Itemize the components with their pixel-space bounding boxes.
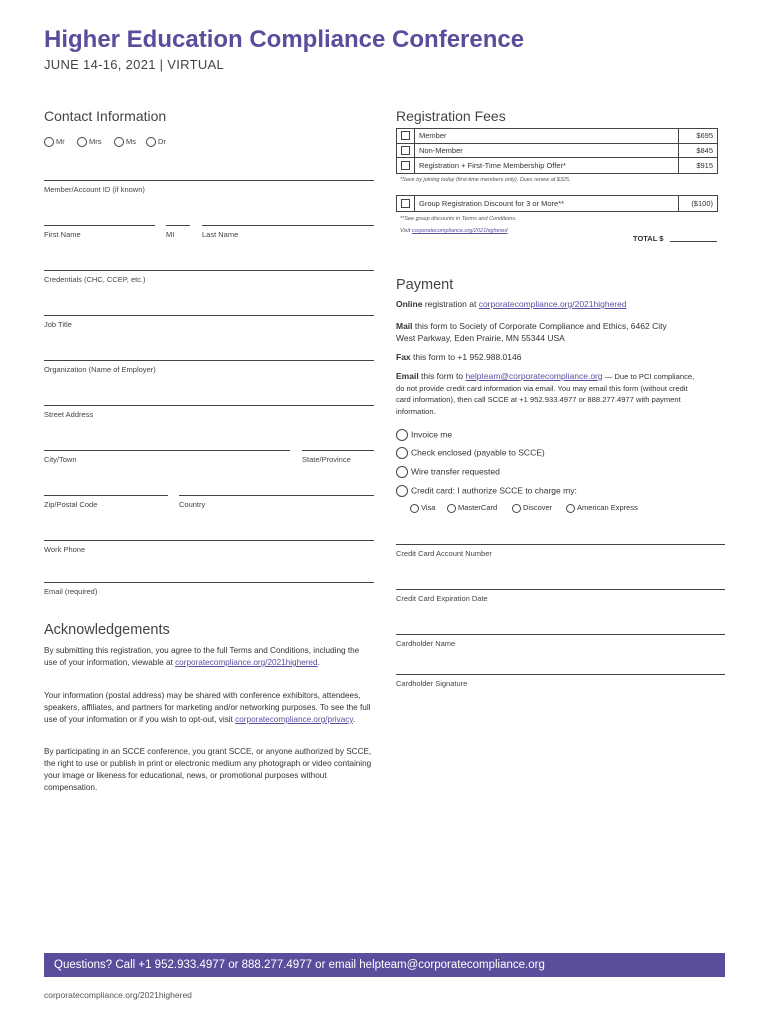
credentials-label: Credentials (CHC, CCEP, etc.) xyxy=(44,275,146,284)
country-field[interactable] xyxy=(179,495,374,496)
cardholder-name-label: Cardholder Name xyxy=(396,639,456,648)
cc-expiration-field[interactable] xyxy=(396,589,725,590)
option-check[interactable]: Check enclosed (payable to SCCE) xyxy=(396,447,545,459)
fee-row-membership-offer: Registration + First-Time Membership Offer* $915 xyxy=(397,158,717,173)
helpteam-email-link[interactable]: helpteam@corporatecompliance.org xyxy=(465,371,603,381)
member-id-label: Member/Account ID (if known) xyxy=(44,185,145,194)
city-field[interactable] xyxy=(44,450,290,451)
fees-heading: Registration Fees xyxy=(396,108,506,124)
country-label: Country xyxy=(179,500,206,509)
group-note: **See group discounts in Terms and Conditions. xyxy=(400,216,517,222)
payment-heading: Payment xyxy=(396,277,454,293)
member-id-field[interactable] xyxy=(44,180,374,181)
street-label: Street Address xyxy=(44,410,94,419)
cardholder-name-field[interactable] xyxy=(396,634,725,635)
radio-icon[interactable] xyxy=(512,504,521,513)
radio-icon[interactable] xyxy=(447,504,456,513)
checkbox-non-member[interactable] xyxy=(401,146,410,155)
payment-email: Email this form to helpteam@corporatecompliance.org — Due to PCI compliance, do not provide credit card information via email. You may email this form (without credit card information), then call SCCE at +1 952.933.4977 or 888.277.4977 with payment information. xyxy=(396,371,695,416)
total-field[interactable] xyxy=(670,241,717,242)
radio-icon[interactable] xyxy=(77,137,87,147)
last-name-label: Last Name xyxy=(202,230,239,239)
checkbox-group[interactable] xyxy=(401,199,410,208)
radio-icon[interactable] xyxy=(396,485,408,497)
card-mastercard[interactable]: MasterCard xyxy=(447,503,497,513)
radio-icon[interactable] xyxy=(410,504,419,513)
radio-icon[interactable] xyxy=(396,429,408,441)
footer-url[interactable]: corporatecompliance.org/2021highered xyxy=(44,990,192,1000)
group-discount-table xyxy=(396,195,718,212)
option-wire[interactable]: Wire transfer requested xyxy=(396,466,500,478)
cc-account-label: Credit Card Account Number xyxy=(396,549,492,558)
job-title-field[interactable] xyxy=(44,315,374,316)
street-field[interactable] xyxy=(44,405,374,406)
visit-note: Visit corporatecompliance.org/2021highered xyxy=(400,228,508,234)
city-label: City/Town xyxy=(44,455,77,464)
privacy-link[interactable]: corporatecompliance.org/privacy xyxy=(235,715,353,724)
cc-account-field[interactable] xyxy=(396,544,725,545)
fee-row-non-member: Non-Member $845 xyxy=(397,144,717,159)
ack-paragraph-media: By participating in an SCCE conference, you grant SCCE, or anyone authorized by SCCE, the right to use or publish in print or electronic medium any photograph or video containing your image or likeness for educational, news, or promotional purposes without compensation. xyxy=(44,747,372,792)
page-subtitle: JUNE 14-16, 2021 | VIRTUAL xyxy=(44,57,225,72)
radio-icon[interactable] xyxy=(566,504,575,513)
salutation-mrs[interactable]: Mrs xyxy=(77,137,102,147)
radio-icon[interactable] xyxy=(114,137,124,147)
fee-row-group: Group Registration Discount for 3 or More** ($100) xyxy=(397,196,717,211)
credentials-field[interactable] xyxy=(44,270,374,271)
terms-link[interactable]: corporatecompliance.org/2021highered xyxy=(175,658,318,667)
job-title-label: Job Title xyxy=(44,320,72,329)
option-credit-card[interactable]: Credit card: I authorize SCCE to charge my: xyxy=(396,485,577,497)
payment-fax: Fax this form to +1 952.988.0146 xyxy=(396,352,522,362)
card-visa[interactable]: Visa xyxy=(410,503,435,513)
option-invoice[interactable]: Invoice me xyxy=(396,429,452,441)
radio-icon[interactable] xyxy=(396,466,408,478)
card-amex[interactable]: American Express xyxy=(566,503,638,513)
work-phone-label: Work Phone xyxy=(44,545,86,554)
radio-icon[interactable] xyxy=(146,137,156,147)
zip-label: Zip/Postal Code xyxy=(44,500,98,509)
radio-icon[interactable] xyxy=(396,447,408,459)
last-name-field[interactable] xyxy=(202,225,374,226)
fee-table xyxy=(396,128,718,174)
zip-field[interactable] xyxy=(44,495,168,496)
visit-link[interactable]: corporatecompliance.org/2021highered xyxy=(411,228,508,234)
radio-icon[interactable] xyxy=(44,137,54,147)
cardholder-signature-field[interactable] xyxy=(396,674,725,675)
mi-label: MI xyxy=(166,230,175,239)
questions-banner: Questions? Call +1 952.933.4977 or 888.277.4977 or email helpteam@corporatecompliance.org xyxy=(44,953,725,977)
first-name-field[interactable] xyxy=(44,225,155,226)
card-discover[interactable]: Discover xyxy=(512,503,552,513)
state-label: State/Province xyxy=(302,455,351,464)
ack-heading: Acknowledgements xyxy=(44,622,170,638)
first-name-label: First Name xyxy=(44,230,81,239)
email-label: Email (required) xyxy=(44,587,98,596)
contact-heading: Contact Information xyxy=(44,108,167,124)
work-phone-field[interactable] xyxy=(44,540,374,541)
mi-field[interactable] xyxy=(166,225,190,226)
total-label: TOTAL $ xyxy=(633,234,664,243)
payment-mail: Mail this form to Society of Corporate Compliance and Ethics, 6462 City West Parkway, Eden Prairie, MN 55344 USA xyxy=(396,321,667,343)
organization-field[interactable] xyxy=(44,360,374,361)
salutation-dr[interactable]: Dr xyxy=(146,137,166,147)
state-field[interactable] xyxy=(302,450,374,451)
ack-paragraph-terms: By submitting this registration, you agree to the full Terms and Conditions, including the use of your information, viewable at corporatecompliance.org/2021highered. xyxy=(44,646,360,667)
online-registration-link[interactable]: corporatecompliance.org/2021highered xyxy=(478,299,627,309)
salutation-ms[interactable]: Ms xyxy=(114,137,136,147)
organization-label: Organization (Name of Employer) xyxy=(44,365,156,374)
ack-paragraph-privacy: Your information (postal address) may be shared with conference exhibitors, attendees, speakers, affiliates, and partners for marketing and/or networking purposes. To see the full use of your information or if you wish to opt-out, visit corporatecompliance.org/privacy. xyxy=(44,691,371,724)
cc-expiration-label: Credit Card Expiration Date xyxy=(396,594,488,603)
payment-online: Online registration at corporatecompliance.org/2021highered xyxy=(396,299,627,309)
checkbox-member[interactable] xyxy=(401,131,410,140)
email-field[interactable] xyxy=(44,582,374,583)
offer-note: *Save by joining today (first-time members only). Dues renew at $325. xyxy=(400,177,571,183)
cardholder-signature-label: Cardholder Signature xyxy=(396,679,468,688)
checkbox-membership-offer[interactable] xyxy=(401,161,410,170)
page-title: Higher Education Compliance Conference xyxy=(44,26,525,53)
fee-row-member: Member $695 xyxy=(397,129,717,144)
salutation-mr[interactable]: Mr xyxy=(44,137,65,147)
